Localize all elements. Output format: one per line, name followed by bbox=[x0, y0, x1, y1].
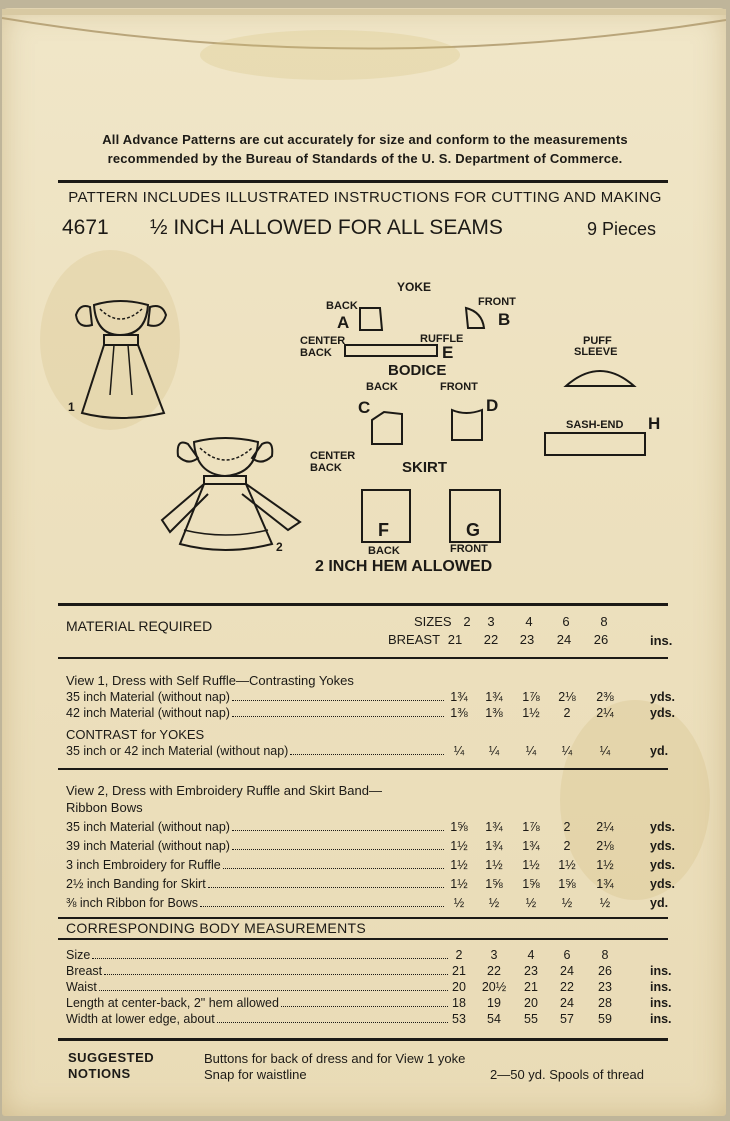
row-value: ¼ bbox=[488, 744, 500, 758]
row-value: 3 bbox=[490, 948, 498, 962]
center-label: CENTER bbox=[300, 335, 346, 347]
breast-header: 26 bbox=[593, 632, 609, 647]
piece-d-shape bbox=[446, 406, 486, 446]
row-value: 2 bbox=[455, 948, 463, 962]
row-value: 18 bbox=[452, 996, 466, 1010]
row-value: 2 bbox=[563, 820, 571, 834]
sash-end-label: SASH-END bbox=[566, 419, 624, 431]
pattern-number: 4671 bbox=[62, 216, 109, 239]
size-header: 6 bbox=[562, 614, 570, 629]
divider bbox=[58, 603, 668, 606]
row-value: 6 bbox=[563, 948, 571, 962]
view-2-dress-illustration bbox=[158, 432, 308, 557]
back-label: BACK bbox=[300, 347, 332, 359]
row-label: 35 inch or 42 inch Material (without nap) bbox=[66, 744, 289, 758]
accuracy-line-1: All Advance Patterns are cut accurately for size and conform to the measurements bbox=[102, 132, 628, 147]
row-value: 59 bbox=[598, 1012, 612, 1026]
leader-dots bbox=[208, 887, 444, 888]
row-value: ¼ bbox=[561, 744, 573, 758]
piece-b-shape bbox=[462, 306, 488, 332]
view-1-label: 1 bbox=[68, 400, 75, 414]
row-value: 2⅛ bbox=[596, 839, 614, 853]
divider bbox=[58, 180, 668, 183]
row-value: 2 bbox=[563, 839, 571, 853]
view-2-title-2: Ribbon Bows bbox=[66, 800, 143, 815]
row-value: 1⅝ bbox=[485, 877, 503, 891]
bodice-label: BODICE bbox=[388, 362, 447, 379]
row-value: 1½ bbox=[485, 858, 503, 872]
divider bbox=[58, 917, 668, 919]
row-label: ⅜ inch Ribbon for Bows bbox=[66, 896, 199, 910]
table-row bbox=[66, 964, 676, 980]
row-value: 1¾ bbox=[596, 877, 614, 891]
leader-dots bbox=[232, 849, 444, 850]
row-value: ½ bbox=[525, 896, 537, 910]
piece-f-letter: F bbox=[378, 520, 389, 540]
divider bbox=[58, 657, 668, 659]
breast-header: 23 bbox=[519, 632, 535, 647]
skirt-label: SKIRT bbox=[402, 459, 447, 476]
row-value: 1½ bbox=[596, 858, 614, 872]
table-row bbox=[66, 690, 676, 706]
seam-allowance: ½ INCH ALLOWED FOR ALL SEAMS bbox=[150, 216, 503, 239]
notion-snap: Snap for waistline bbox=[204, 1067, 307, 1082]
divider bbox=[58, 938, 668, 940]
breast-header: 24 bbox=[556, 632, 572, 647]
row-unit: yd. bbox=[650, 896, 669, 910]
piece-c-shape bbox=[368, 408, 408, 448]
row-value: 23 bbox=[524, 964, 538, 978]
row-unit: yds. bbox=[650, 690, 676, 704]
size-header: 3 bbox=[487, 614, 495, 629]
row-label: 3 inch Embroidery for Ruffle bbox=[66, 858, 221, 872]
piece-g-letter: G bbox=[466, 520, 481, 540]
bodice-front-label: FRONT bbox=[440, 381, 478, 393]
piece-h-letter: H bbox=[648, 414, 661, 433]
view-2-label: 2 bbox=[276, 540, 283, 554]
breast-unit: ins. bbox=[650, 633, 673, 648]
material-required-title: MATERIAL REQUIRED bbox=[66, 618, 213, 634]
sleeve-label: SLEEVE bbox=[574, 346, 618, 358]
skirt-back-label: BACK bbox=[368, 545, 400, 557]
row-value: 1⅜ bbox=[450, 706, 468, 720]
row-unit: ins. bbox=[650, 980, 672, 994]
bodice-back-label: BACK bbox=[366, 381, 398, 393]
yoke-label: YOKE bbox=[397, 280, 432, 294]
divider bbox=[58, 1038, 668, 1041]
row-value: 2¼ bbox=[596, 820, 614, 834]
row-value: 20½ bbox=[481, 980, 507, 994]
ruffle-piece-shape bbox=[344, 344, 440, 358]
ruffle-label: RUFFLE bbox=[420, 333, 464, 345]
table-row bbox=[66, 896, 676, 912]
breast-header: 21 bbox=[447, 632, 463, 647]
row-value: ½ bbox=[599, 896, 611, 910]
table-row bbox=[66, 706, 676, 722]
row-unit: yds. bbox=[650, 877, 676, 891]
piece-c-letter: C bbox=[358, 398, 371, 417]
table-row bbox=[66, 948, 676, 964]
leader-dots bbox=[200, 906, 444, 907]
skirt-front-label: FRONT bbox=[450, 543, 488, 555]
row-value: 1¾ bbox=[485, 690, 503, 704]
hem-allowance-note: 2 INCH HEM ALLOWED bbox=[315, 558, 493, 575]
row-value: ½ bbox=[561, 896, 573, 910]
piece-a-shape bbox=[356, 306, 386, 334]
leader-dots bbox=[217, 1022, 448, 1023]
row-value: ¼ bbox=[599, 744, 611, 758]
row-value: 1½ bbox=[450, 877, 468, 891]
breast-header: 22 bbox=[483, 632, 499, 647]
piece-e-letter: E bbox=[442, 343, 454, 362]
table-row bbox=[66, 1012, 676, 1028]
piece-a-letter: A bbox=[337, 313, 350, 332]
row-value: 26 bbox=[598, 964, 612, 978]
notion-buttons: Buttons for back of dress and for View 1 yoke bbox=[204, 1051, 466, 1066]
row-value: 1⅝ bbox=[522, 877, 540, 891]
row-value: 53 bbox=[452, 1012, 466, 1026]
row-value: 22 bbox=[487, 964, 501, 978]
row-value: 1⅞ bbox=[522, 820, 540, 834]
table-row bbox=[66, 820, 676, 836]
row-value: 2⅛ bbox=[558, 690, 576, 704]
center-back-label: CENTER bbox=[310, 450, 356, 462]
row-unit: yds. bbox=[650, 706, 676, 720]
row-value: 24 bbox=[560, 964, 574, 978]
leader-dots bbox=[232, 700, 444, 701]
row-label: Width at lower edge, about bbox=[66, 1012, 215, 1026]
accuracy-line-2: recommended by the Bureau of Standards of the U. S. Department of Commerce. bbox=[107, 151, 623, 166]
view-2-title: View 2, Dress with Embroidery Ruffle and Skirt Band— bbox=[66, 783, 382, 798]
row-label: 35 inch Material (without nap) bbox=[66, 690, 230, 704]
row-label: 2½ inch Banding for Skirt bbox=[66, 877, 206, 891]
notion-thread: 2—50 yd. Spools of thread bbox=[490, 1067, 644, 1082]
row-value: 21 bbox=[524, 980, 538, 994]
row-value: 8 bbox=[601, 948, 609, 962]
table-row bbox=[66, 839, 676, 855]
contrast-title: CONTRAST for YOKES bbox=[66, 727, 205, 742]
table-row bbox=[66, 858, 676, 874]
row-value: ½ bbox=[453, 896, 465, 910]
row-value: 55 bbox=[524, 1012, 538, 1026]
divider bbox=[58, 768, 668, 770]
row-value: 1¾ bbox=[485, 839, 503, 853]
row-value: 1¾ bbox=[450, 690, 468, 704]
row-value: 1½ bbox=[450, 839, 468, 853]
leader-dots bbox=[290, 754, 444, 755]
breast-label: BREAST bbox=[388, 632, 441, 647]
center-back-label-2: BACK bbox=[310, 462, 342, 474]
row-value: ½ bbox=[488, 896, 500, 910]
row-label: Waist bbox=[66, 980, 97, 994]
row-label: 39 inch Material (without nap) bbox=[66, 839, 230, 853]
row-value: 28 bbox=[598, 996, 612, 1010]
row-label: Size bbox=[66, 948, 91, 962]
size-header: 8 bbox=[600, 614, 608, 629]
yoke-front-label: FRONT bbox=[478, 296, 516, 308]
size-header: 4 bbox=[525, 614, 533, 629]
row-value: 19 bbox=[487, 996, 501, 1010]
notions-label: NOTIONS bbox=[68, 1066, 131, 1081]
leader-dots bbox=[99, 990, 448, 991]
leader-dots bbox=[281, 1006, 448, 1007]
row-value: 1½ bbox=[558, 858, 576, 872]
puff-label: PUFF bbox=[583, 335, 612, 347]
row-value: 4 bbox=[527, 948, 535, 962]
leader-dots bbox=[232, 830, 444, 831]
table-row bbox=[66, 744, 676, 760]
view-1-dress-illustration bbox=[70, 295, 180, 425]
instructions-note: PATTERN INCLUDES ILLUSTRATED INSTRUCTIONS FOR CUTTING AND MAKING bbox=[68, 189, 662, 206]
leader-dots bbox=[223, 868, 444, 869]
piece-count: 9 Pieces bbox=[587, 219, 657, 239]
row-unit: yds. bbox=[650, 858, 676, 872]
row-value: 1⅝ bbox=[450, 820, 468, 834]
sash-end-shape bbox=[544, 432, 648, 458]
row-value: 23 bbox=[598, 980, 612, 994]
leader-dots bbox=[92, 958, 448, 959]
row-value: 1½ bbox=[522, 706, 540, 720]
row-unit: yds. bbox=[650, 839, 676, 853]
row-value: 54 bbox=[487, 1012, 501, 1026]
row-value: 22 bbox=[560, 980, 574, 994]
row-value: ¼ bbox=[453, 744, 465, 758]
row-value: 1½ bbox=[450, 858, 468, 872]
row-value: 20 bbox=[524, 996, 538, 1010]
row-value: 2⅜ bbox=[596, 690, 614, 704]
stain bbox=[200, 30, 460, 80]
view-1-title: View 1, Dress with Self Ruffle—Contrasting Yokes bbox=[66, 673, 354, 688]
table-row bbox=[66, 980, 676, 996]
row-value: ¼ bbox=[525, 744, 537, 758]
row-value: 1¾ bbox=[522, 839, 540, 853]
row-value: 24 bbox=[560, 996, 574, 1010]
row-unit: ins. bbox=[650, 964, 672, 978]
table-row bbox=[66, 877, 676, 893]
row-label: 35 inch Material (without nap) bbox=[66, 820, 230, 834]
leader-dots bbox=[104, 974, 448, 975]
row-label: 42 inch Material (without nap) bbox=[66, 706, 230, 720]
piece-b-letter: B bbox=[498, 310, 511, 329]
row-value: 2 bbox=[563, 706, 571, 720]
row-value: 21 bbox=[452, 964, 466, 978]
row-unit: ins. bbox=[650, 996, 672, 1010]
suggested-label: SUGGESTED bbox=[68, 1050, 155, 1065]
puff-sleeve-shape bbox=[562, 360, 638, 390]
piece-d-letter: D bbox=[486, 396, 499, 415]
row-value: 2¼ bbox=[596, 706, 614, 720]
row-label: Breast bbox=[66, 964, 103, 978]
sizes-label: SIZES bbox=[414, 614, 452, 629]
row-value: 1½ bbox=[522, 858, 540, 872]
leader-dots bbox=[232, 716, 444, 717]
row-unit: ins. bbox=[650, 1012, 672, 1026]
row-label: Length at center-back, 2" hem allowed bbox=[66, 996, 279, 1010]
row-value: 1⅜ bbox=[485, 706, 503, 720]
yoke-back-label: BACK bbox=[326, 300, 358, 312]
row-value: 1¾ bbox=[485, 820, 503, 834]
row-value: 1⅝ bbox=[558, 877, 576, 891]
body-measurements-title: CORRESPONDING BODY MEASUREMENTS bbox=[66, 920, 366, 936]
size-header: 2 bbox=[463, 614, 471, 629]
row-value: 57 bbox=[560, 1012, 574, 1026]
row-unit: yd. bbox=[650, 744, 669, 758]
table-row bbox=[66, 996, 676, 1012]
row-value: 20 bbox=[452, 980, 466, 994]
row-unit: yds. bbox=[650, 820, 676, 834]
row-value: 1⅞ bbox=[522, 690, 540, 704]
